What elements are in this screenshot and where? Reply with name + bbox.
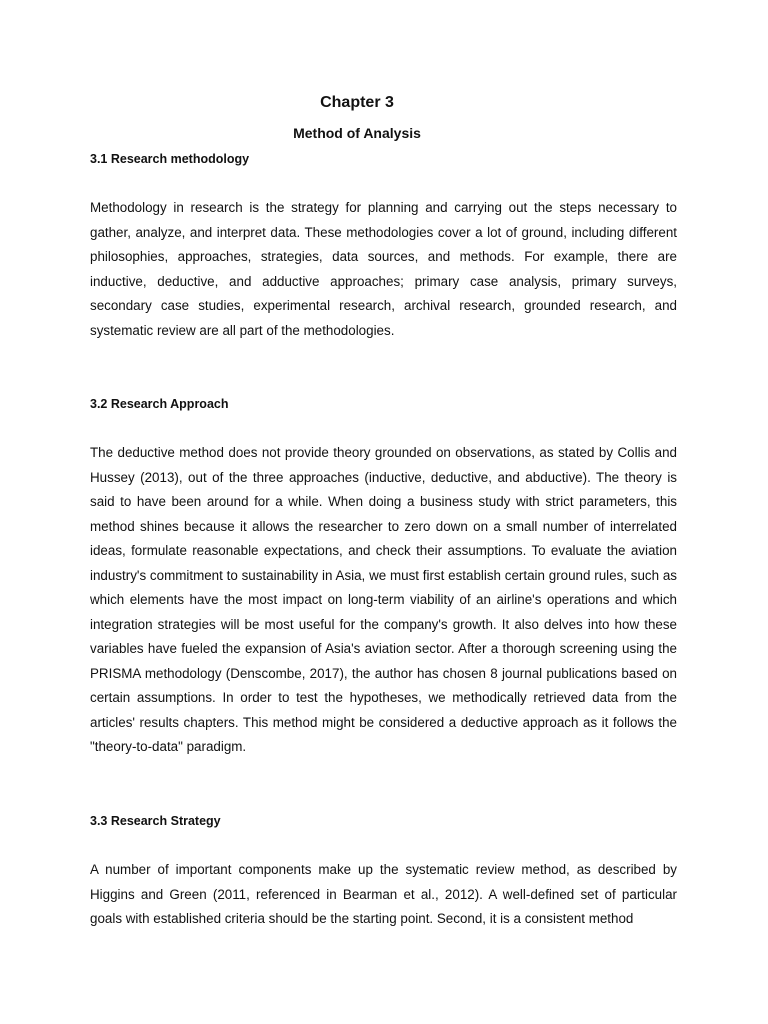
chapter-title: Chapter 3 (320, 94, 394, 111)
section-paragraph-3-2: The deductive method does not provide theory grounded on observations, as stated by Collis and Hussey (2013), out of the three approaches (inductive, deductive, and abductive). The theory is said to have been around for a while. When doing a business study with strict parameters, this method shines because it allows the researcher to zero down on a small number of interrelated ideas, formulate reasonable expectations, and check their assumptions. To evaluate the aviation industry's commitment to sustainability in Asia, we must first establish certain ground rules, such as which elements have the most impact on long-term viability of an airline's operations and which integration strategies will be most useful for the company's growth. It also delves into how these variables have fueled the expansion of Asia's aviation sector. After a thorough screening using the PRISMA methodology (Denscombe, 2017), the author has chosen 8 journal publications based on certain assumptions. In order to test the hypotheses, we methodically retrieved data from the articles' results chapters. This method might be considered a deductive approach as it follows the "theory-to-data" paradigm. (90, 445, 677, 754)
section-heading-3-3: 3.3 Research Strategy (90, 814, 221, 828)
section-heading-3-1: 3.1 Research methodology (90, 152, 250, 166)
section-heading-3-2: 3.2 Research Approach (90, 397, 229, 411)
chapter-subtitle: Method of Analysis (293, 125, 421, 141)
section-paragraph-3-3: A number of important components make up the systematic review method, as described by Higgins and Green (2011, referenced in Bearman et al., 2012). A well-defined set of particular goals with established criteria should be the starting point. Second, it is a consistent method (90, 862, 677, 926)
section-paragraph-3-1: Methodology in research is the strategy for planning and carrying out the steps necessary to gather, analyze, and interpret data. These methodologies cover a lot of ground, including different philosophies, approaches, strategies, data sources, and methods. For example, there are inductive, deductive, and adductive approaches; primary case analysis, primary surveys, secondary case studies, experimental research, archival research, grounded research, and systematic review are all part of the methodologies. (90, 200, 677, 338)
